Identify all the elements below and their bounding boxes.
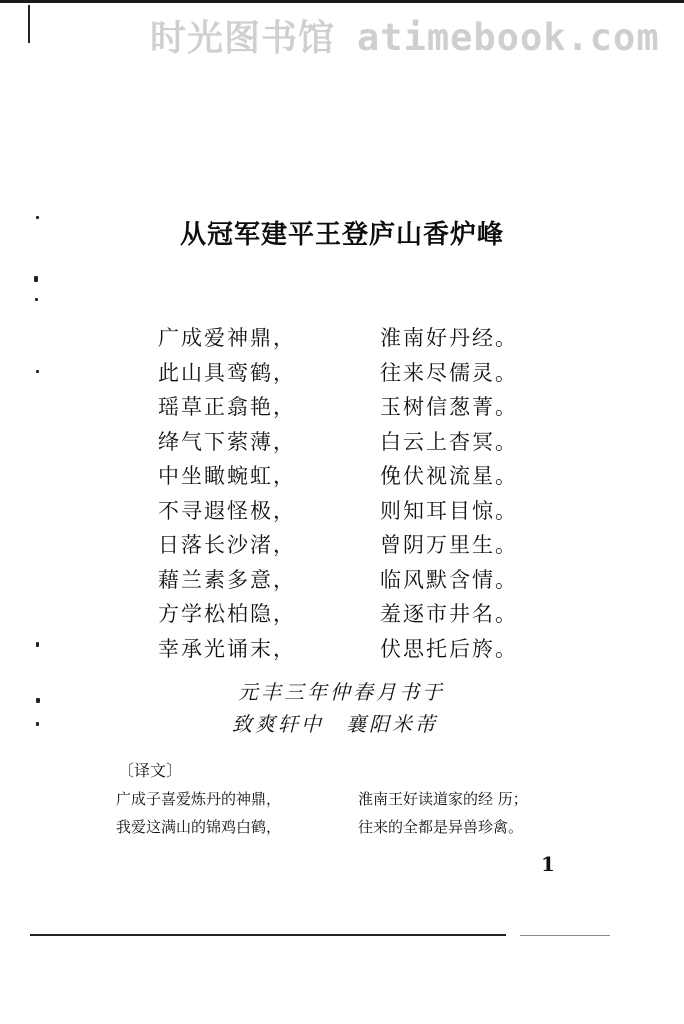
translation-left: 我爱这满山的锦鸡白鹤， bbox=[116, 818, 282, 836]
poem-line-right: 则知耳目惊。 bbox=[380, 498, 518, 523]
scan-speck bbox=[36, 642, 39, 647]
poem-line-left: 此山具鸾鹤， bbox=[158, 360, 296, 385]
watermark-cn: 时光图书馆 bbox=[150, 18, 336, 59]
margin-mark bbox=[28, 5, 30, 43]
poem bbox=[158, 322, 538, 667]
scan-speck bbox=[36, 216, 39, 219]
translation-row bbox=[116, 816, 576, 844]
poem-line-left: 广成爱神鼎， bbox=[158, 326, 296, 350]
poem-line bbox=[158, 598, 538, 633]
scan-speck bbox=[35, 298, 38, 301]
signature-date: 元丰三年仲春月书于 bbox=[238, 680, 445, 704]
poem-line bbox=[158, 391, 538, 426]
poem-line-right: 曾阴万里生。 bbox=[380, 533, 518, 557]
poem-line bbox=[158, 633, 538, 668]
poem-line-right: 淮南好丹经。 bbox=[380, 326, 518, 350]
poem-line-right: 羞逐市井名。 bbox=[380, 602, 518, 626]
watermark-url: atimebook.com bbox=[357, 16, 660, 59]
scan-speck bbox=[36, 698, 40, 703]
translation-row bbox=[116, 788, 576, 816]
translation-label: 〔译文〕 bbox=[118, 761, 183, 780]
scan-speck bbox=[36, 722, 39, 726]
top-rule bbox=[0, 0, 684, 3]
poem-line-right: 白云上杳冥。 bbox=[380, 429, 518, 454]
footer-rule bbox=[30, 934, 506, 936]
footer-rule-faint bbox=[520, 935, 610, 936]
translation-right: 往来的全都是异兽珍禽。 bbox=[358, 818, 524, 836]
poem-line-left: 绛气下萦薄， bbox=[158, 429, 296, 454]
poem-line-right: 往来尽儒灵。 bbox=[380, 360, 518, 385]
scan-speck bbox=[36, 370, 39, 373]
poem-line bbox=[158, 495, 538, 530]
poem-line-right: 玉树信葱菁。 bbox=[380, 395, 518, 419]
poem-line bbox=[158, 564, 538, 599]
poem-line-left: 藉兰素多意， bbox=[158, 567, 296, 592]
poem-line-right: 临风默含情。 bbox=[380, 567, 518, 592]
poem-line-right: 俛伏视流星。 bbox=[380, 464, 518, 488]
poem-line-left: 不寻遐怪极， bbox=[158, 498, 296, 523]
poem-line-left: 方学松柏隐， bbox=[158, 602, 296, 626]
signature-line bbox=[232, 708, 438, 737]
scan-speck bbox=[34, 276, 38, 282]
watermark bbox=[150, 10, 660, 61]
poem-line-left: 瑶草正翕艳， bbox=[158, 395, 296, 419]
page-number: 1 bbox=[541, 852, 555, 876]
poem-line bbox=[158, 357, 538, 392]
poem-line bbox=[158, 460, 538, 495]
signature-place: 致爽轩中 bbox=[232, 712, 324, 736]
poem-line-left: 中坐瞰蜿虹， bbox=[158, 464, 296, 488]
poem-line bbox=[158, 322, 538, 357]
translation bbox=[116, 788, 576, 844]
translation-right: 淮南王好读道家的经 历； bbox=[358, 790, 528, 808]
translation-left: 广成子喜爱炼丹的神鼎， bbox=[116, 790, 282, 808]
poem-line-left: 幸承光诵末， bbox=[158, 636, 296, 661]
poem-line-left: 日落长沙渚， bbox=[158, 533, 296, 557]
poem-line bbox=[158, 529, 538, 564]
signature-name: 襄阳米芾 bbox=[346, 712, 438, 736]
page-title: 从冠军建平王登庐山香炉峰 bbox=[179, 220, 504, 250]
poem-line bbox=[158, 426, 538, 461]
poem-line-right: 伏思托后旍。 bbox=[380, 636, 518, 661]
